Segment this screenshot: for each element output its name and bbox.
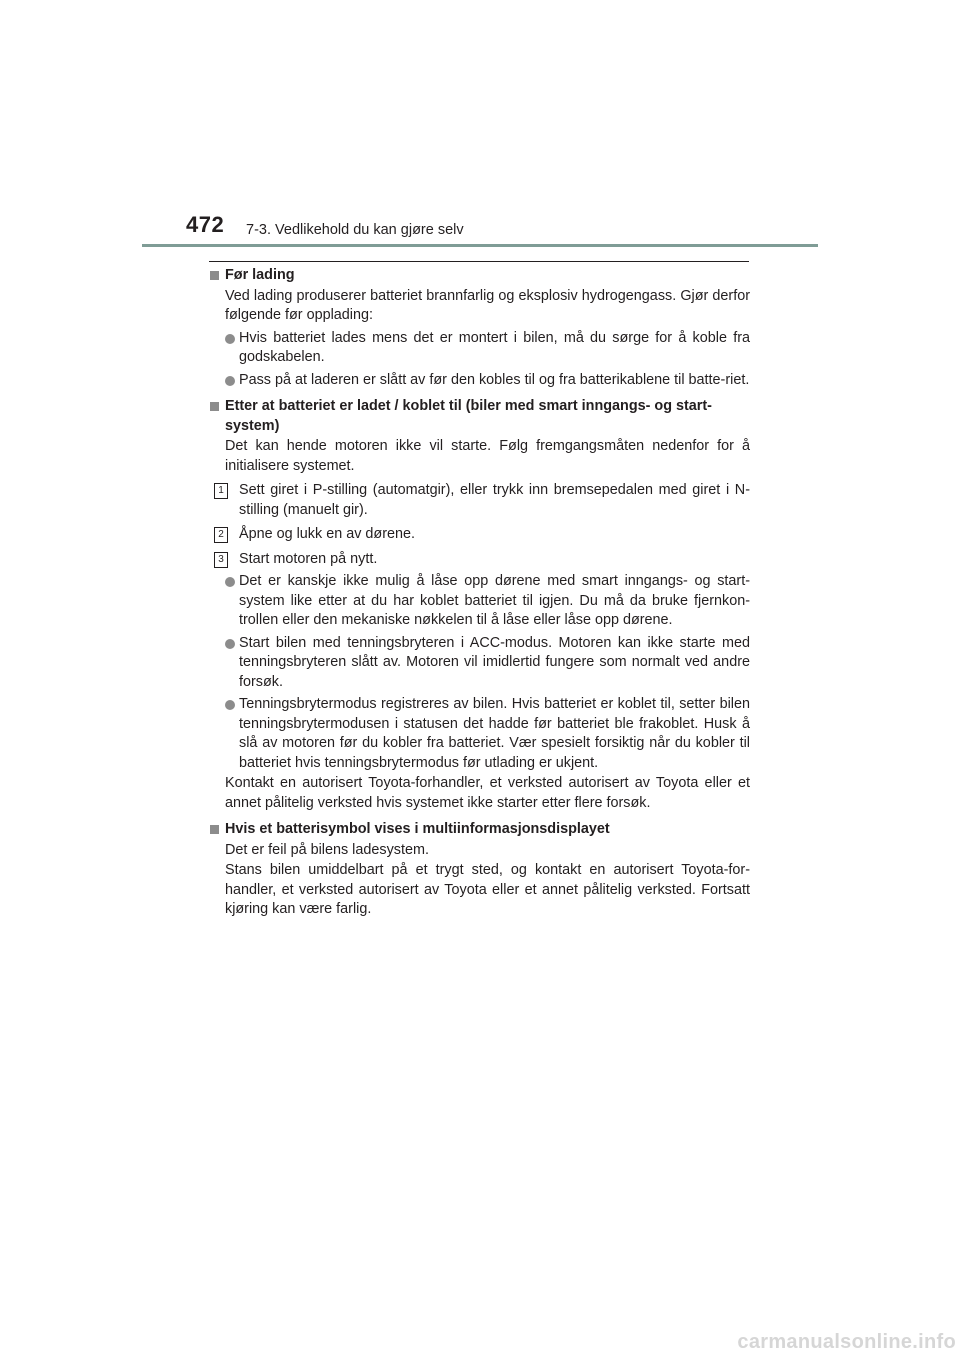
square-bullet-icon	[210, 825, 219, 834]
list-item-text: Start bilen med tenningsbryteren i ACC-modus. Motoren kan ikke starte med tenningsbryteren slått av. Motoren vil imidlertid fungere som normalt ved andre forsøk.	[239, 634, 750, 690]
round-bullet-icon	[225, 639, 235, 649]
round-bullet-icon	[225, 577, 235, 587]
step-item	[209, 481, 750, 520]
step-text: Start motoren på nytt.	[239, 550, 378, 567]
page-content	[209, 266, 750, 920]
content-divider	[209, 261, 749, 262]
paragraph: Ved lading produserer batteriet brannfarlig og eksplosiv hydrogengass. Gjør derfor følgende før opplading:	[225, 287, 750, 323]
page-header	[0, 0, 960, 250]
section-heading	[209, 266, 750, 286]
section-heading-text: Etter at batteriet er ladet / koblet til (biler med smart inngangs- og start-system)	[225, 398, 712, 434]
watermark: carmanualsonline.info	[737, 1331, 956, 1353]
round-bullet-icon	[225, 334, 235, 344]
list-item-text: Pass på at laderen er slått av før den kobles til og fra batterikablene til batte-riet.	[239, 371, 750, 388]
list-item-text: Tenningsbrytermodus registreres av bilen. Hvis batteriet er koblet til, setter bilen tenningsbrytermodusen i statusen det hadde før batteriet ble frakoblet. Husk å slå av motoren før du kobler fra batteriet. Vær spesielt forsiktig når du kobler til batteriet hvis tenningsbrytermodus før utlading er ukjent.	[239, 696, 750, 771]
list-item-text: Det er kanskje ikke mulig å låse opp dørene med smart inngangs- og start-system like etter at du har koblet batteriet til igjen. Du må da bruke fjernkon-trollen eller den mekaniske nøkkelen til å låse eller låse opp dørene.	[239, 573, 750, 628]
header-divider	[142, 244, 818, 247]
step-number-box: 3	[214, 552, 228, 568]
list-item	[209, 695, 750, 773]
section-heading	[209, 820, 750, 840]
section-heading-text: Hvis et batterisymbol vises i multiinformasjonsdisplayet	[225, 821, 610, 837]
step-number-box: 2	[214, 527, 228, 543]
round-bullet-icon	[225, 700, 235, 710]
paragraph: Det kan hende motoren ikke vil starte. Følg fremgangsmåten nedenfor for å initialisere systemet.	[225, 438, 750, 474]
list-item	[209, 572, 750, 631]
closing-paragraph: Kontakt en autorisert Toyota-forhandler, et verksted autorisert av Toyota eller et annet pålitelig verksted hvis systemet ikke starter etter flere forsøk.	[225, 775, 750, 811]
step-text: Sett giret i P-stilling (automatgir), eller trykk inn bremsepedalen med giret i N-stilling (manuelt gir).	[239, 482, 750, 518]
round-bullet-icon	[225, 376, 235, 386]
page-footer	[0, 1328, 960, 1358]
list-item	[209, 634, 750, 693]
page-number: 472	[186, 212, 225, 237]
step-text: Åpne og lukk en av dørene.	[239, 526, 415, 542]
square-bullet-icon	[210, 271, 219, 280]
paragraph-line: Det er feil på bilens ladesystem.	[225, 841, 429, 858]
section-heading	[209, 397, 750, 436]
section-heading-text: Før lading	[225, 267, 295, 283]
step-item	[209, 525, 750, 545]
list-item	[209, 329, 750, 368]
paragraph: Stans bilen umiddelbart på et trygt sted, og kontakt en autorisert Toyota-for-handler, et verksted autorisert av Toyota eller et annet pålitelig verksted. Fortsatt kjøring kan være farlig.	[225, 862, 750, 917]
list-item	[209, 371, 750, 391]
list-item-text: Hvis batteriet lades mens det er montert i bilen, må du sørge for å koble fra godskabelen.	[239, 329, 750, 365]
step-number-box: 1	[214, 483, 228, 499]
square-bullet-icon	[210, 402, 219, 411]
step-item	[209, 550, 750, 570]
section-title: 7-3. Vedlikehold du kan gjøre selv	[246, 222, 464, 238]
